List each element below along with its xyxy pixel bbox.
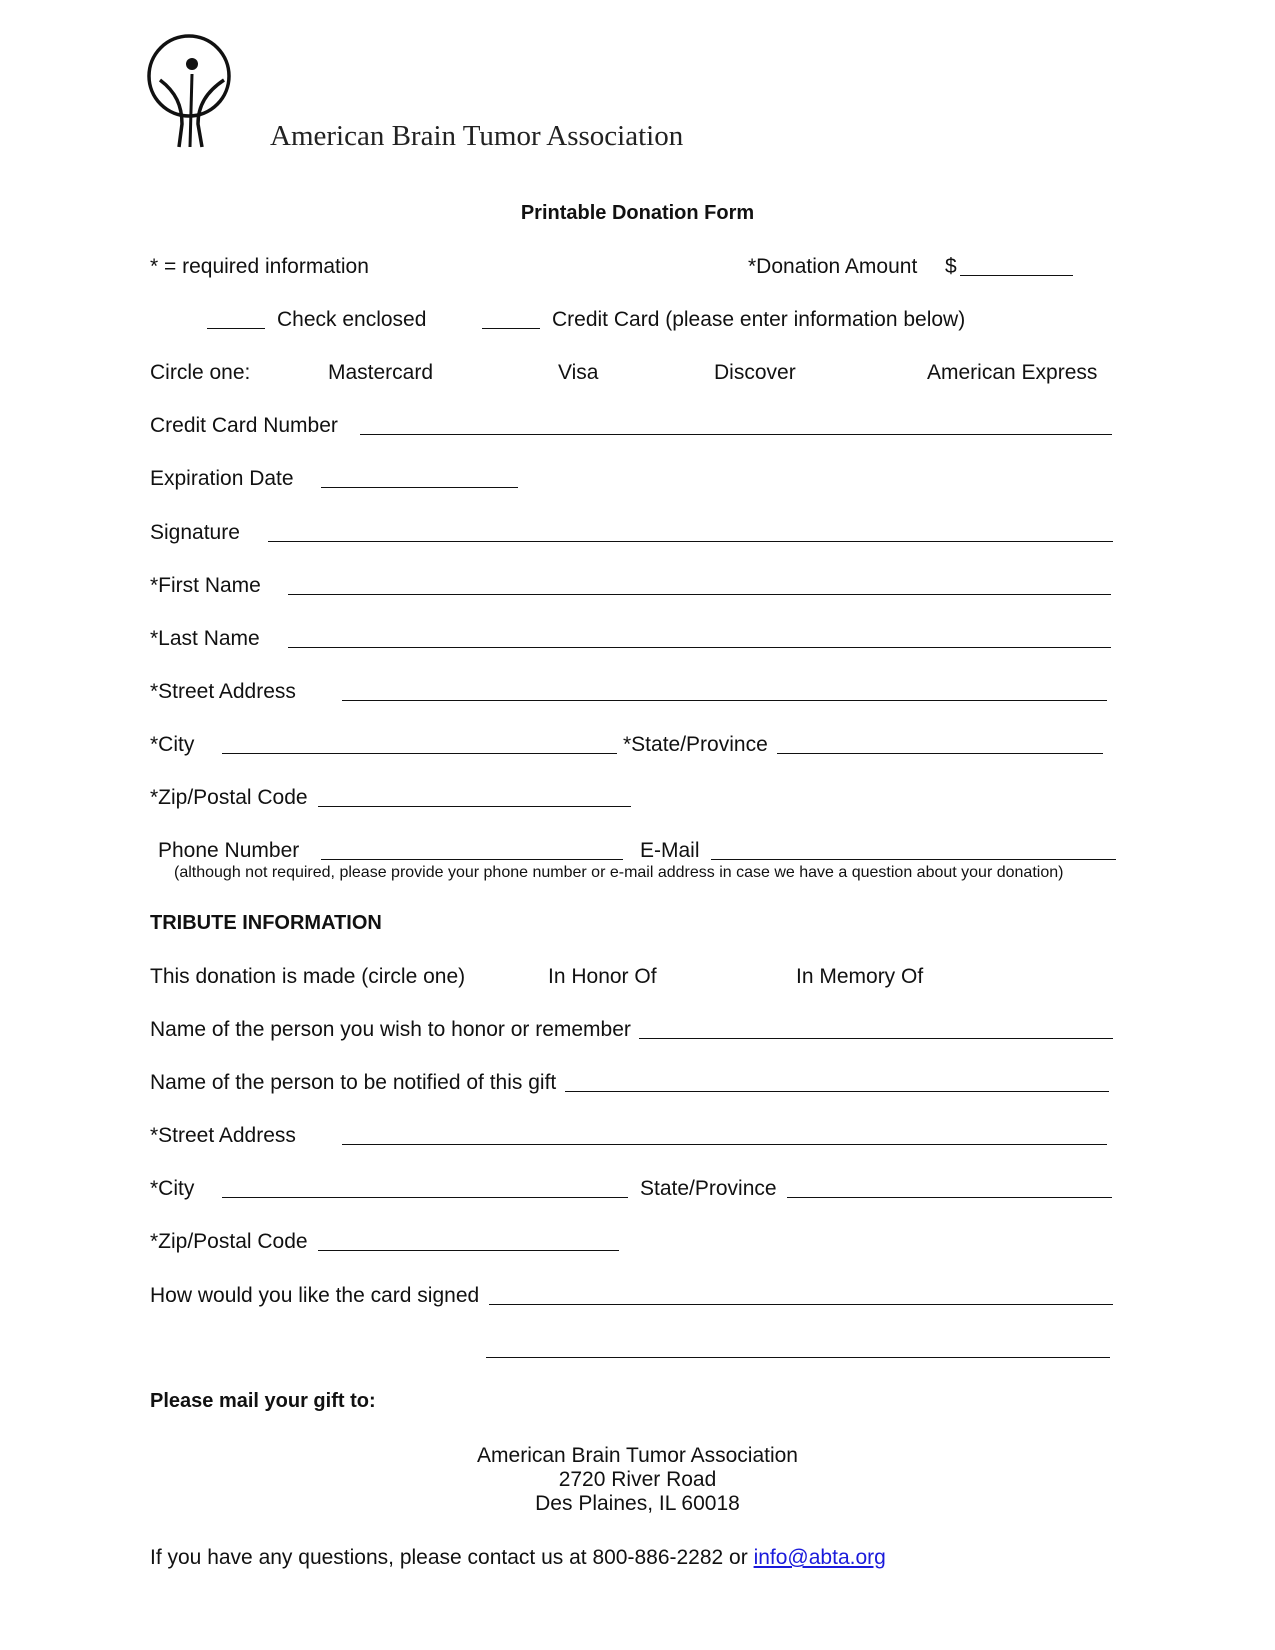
card-signed-field-1[interactable]	[489, 1304, 1113, 1305]
signature-label: Signature	[150, 521, 240, 544]
city-field[interactable]	[222, 753, 617, 754]
honoree-field[interactable]	[639, 1038, 1113, 1039]
tribute-state-label: State/Province	[640, 1177, 777, 1200]
tribute-state-field[interactable]	[787, 1197, 1112, 1198]
street-address-field[interactable]	[342, 700, 1107, 701]
contact-note: (although not required, please provide your phone number or e-mail address in case we have a question about your donation)	[174, 864, 1064, 881]
card-type-amex[interactable]: American Express	[927, 361, 1098, 384]
check-enclosed-blank[interactable]	[207, 328, 265, 329]
card-type-mastercard[interactable]: Mastercard	[328, 361, 434, 384]
notify-field[interactable]	[565, 1091, 1109, 1092]
state-label: *State/Province	[623, 733, 768, 756]
city-label: *City	[150, 733, 195, 756]
org-logo-name: American Brain Tumor Association	[270, 120, 684, 152]
tribute-street-label: *Street Address	[150, 1124, 296, 1147]
notify-label: Name of the person to be notified of this gift	[150, 1071, 557, 1094]
mail-heading: Please mail your gift to:	[150, 1390, 376, 1412]
donation-amount-label: *Donation Amount	[748, 255, 918, 278]
tribute-option-honor[interactable]: In Honor Of	[548, 965, 657, 988]
tribute-zip-field[interactable]	[318, 1250, 619, 1251]
tribute-street-field[interactable]	[342, 1144, 1107, 1145]
signature-field[interactable]	[268, 541, 1113, 542]
card-number-field[interactable]	[360, 434, 1112, 435]
contact-line	[150, 1547, 886, 1568]
expiration-label: Expiration Date	[150, 467, 294, 490]
form-title: Printable Donation Form	[520, 202, 755, 224]
contact-text: If you have any questions, please contact us at 800-886-2282 or	[150, 1546, 748, 1569]
phone-label: Phone Number	[158, 839, 300, 862]
check-enclosed-label: Check enclosed	[277, 308, 427, 331]
tribute-made-label: This donation is made (circle one)	[150, 965, 466, 988]
card-signed-field-2[interactable]	[486, 1357, 1110, 1358]
zip-label: *Zip/Postal Code	[150, 786, 308, 809]
card-type-discover[interactable]: Discover	[714, 361, 796, 384]
card-type-visa[interactable]: Visa	[558, 361, 599, 384]
tribute-city-field[interactable]	[222, 1197, 628, 1198]
card-number-label: Credit Card Number	[150, 414, 338, 437]
last-name-field[interactable]	[288, 647, 1111, 648]
first-name-label: *First Name	[150, 574, 261, 597]
last-name-label: *Last Name	[150, 627, 260, 650]
tribute-zip-label: *Zip/Postal Code	[150, 1230, 308, 1253]
zip-field[interactable]	[318, 806, 631, 807]
street-address-label: *Street Address	[150, 680, 296, 703]
first-name-field[interactable]	[288, 594, 1111, 595]
tribute-option-memory[interactable]: In Memory Of	[796, 965, 924, 988]
contact-email-link[interactable]: info@abta.org	[753, 1546, 886, 1569]
email-field[interactable]	[711, 859, 1116, 860]
tribute-city-label: *City	[150, 1177, 195, 1200]
expiration-field[interactable]	[321, 487, 518, 488]
credit-card-label: Credit Card (please enter information below)	[552, 308, 966, 331]
currency-symbol: $	[945, 255, 957, 278]
required-note: * = required information	[150, 255, 369, 278]
honoree-label: Name of the person you wish to honor or remember	[150, 1018, 631, 1041]
email-label: E-Mail	[640, 839, 700, 862]
circle-one-label: Circle one:	[150, 361, 251, 384]
mail-address-city: Des Plaines, IL 60018	[535, 1492, 740, 1515]
mail-address-street: 2720 River Road	[558, 1468, 717, 1491]
mail-address-name: American Brain Tumor Association	[477, 1444, 798, 1467]
phone-field[interactable]	[321, 859, 623, 860]
tribute-heading: TRIBUTE INFORMATION	[150, 912, 382, 934]
credit-card-blank[interactable]	[482, 328, 540, 329]
card-signed-label: How would you like the card signed	[150, 1284, 480, 1307]
abta-logo-icon	[146, 34, 240, 150]
state-field[interactable]	[777, 753, 1103, 754]
donation-amount-field[interactable]	[960, 275, 1073, 276]
